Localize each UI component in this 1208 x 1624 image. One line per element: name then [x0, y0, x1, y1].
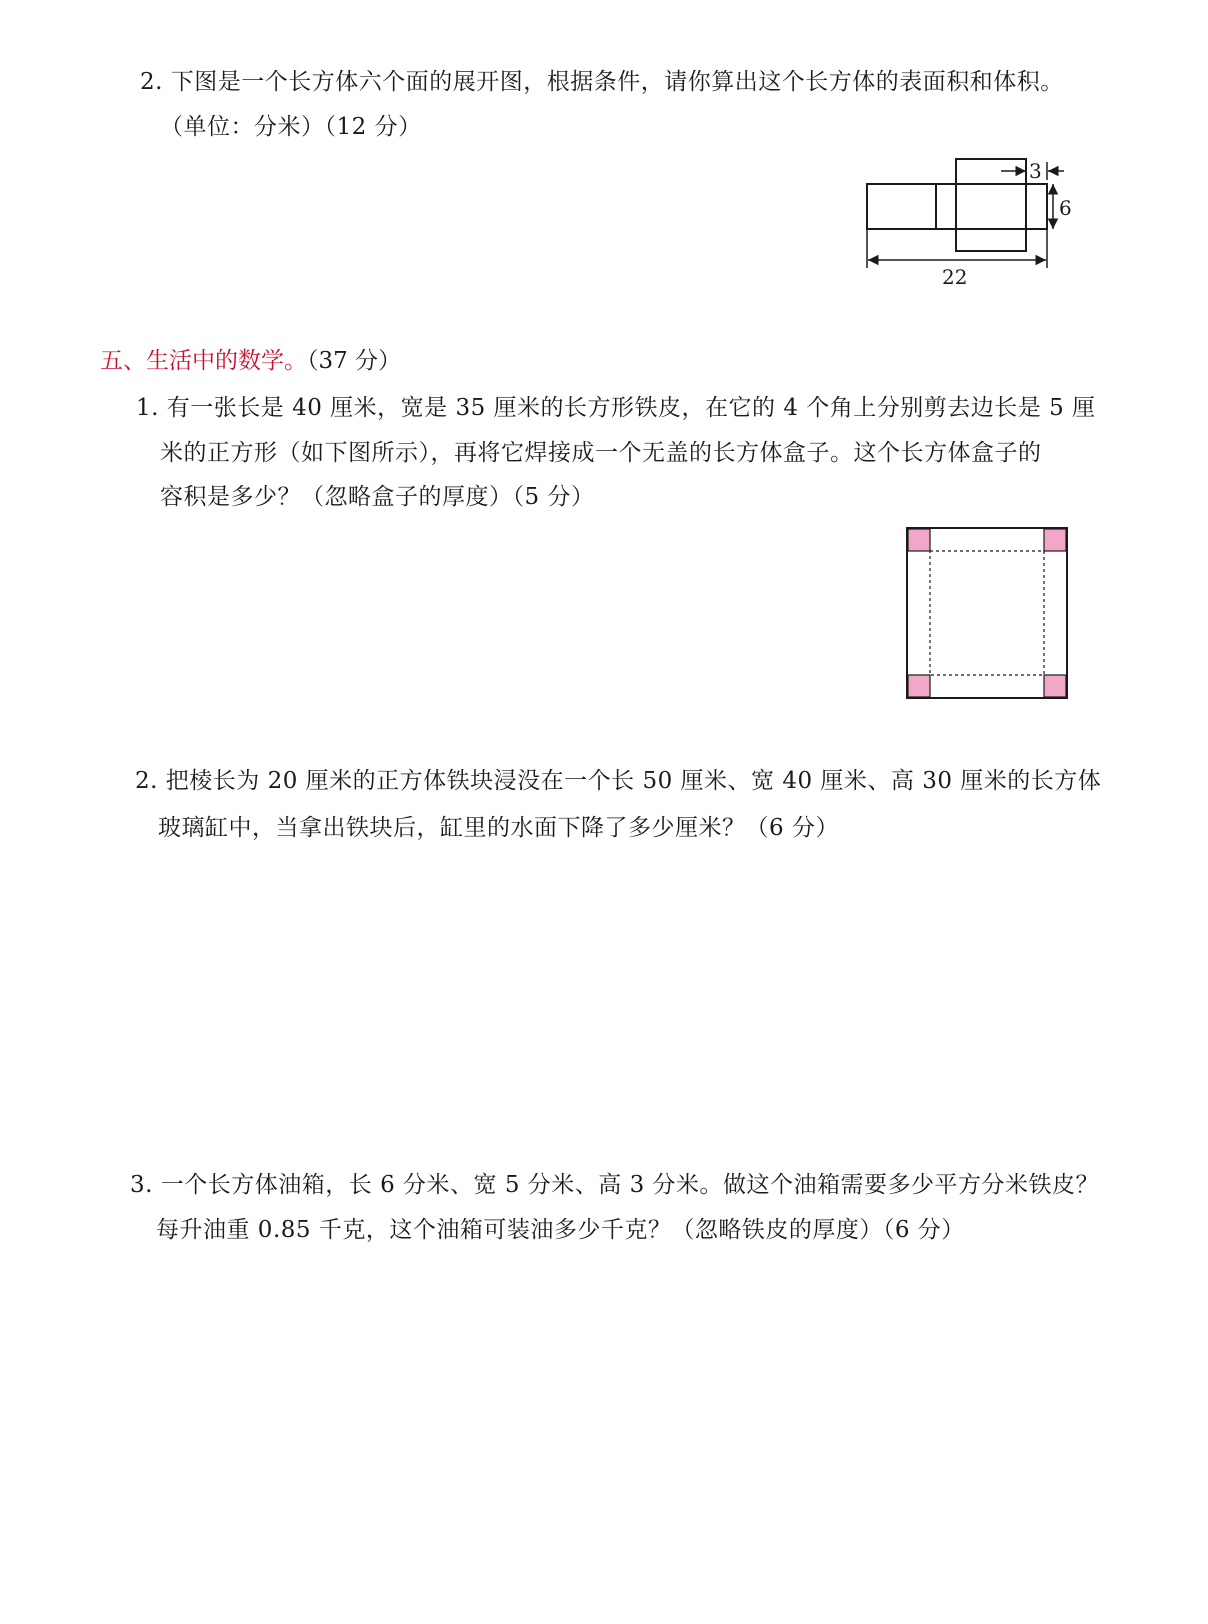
corner-square [908, 529, 930, 551]
corner-square [1044, 529, 1066, 551]
label-6: 6 [1059, 196, 1072, 220]
question-text: （单位：分米）（12 分） [160, 114, 422, 140]
section-title-score: （37 分） [307, 348, 402, 374]
question-text: 米的正方形（如下图所示），再将它焊接成一个无盖的长方体盒子。这个长方体盒子的 [160, 440, 1042, 466]
question-text: 每升油重 0.85 千克，这个油箱可装油多少千克？（忽略铁皮的厚度）（6 分） [156, 1217, 965, 1243]
cuboid-net-diagram [866, 156, 1076, 289]
sheet-outline [907, 528, 1067, 698]
label-22: 22 [942, 265, 968, 289]
question-text: 1. 有一张长是 40 厘米，宽是 35 厘米的长方形铁皮，在它的 4 个角上分别剪去边长是 5 厘 [136, 395, 1096, 421]
net-center-face [956, 159, 1026, 251]
corner-square [1044, 675, 1066, 697]
fold-line [930, 551, 1044, 675]
question-text: 玻璃缸中，当拿出铁块后，缸里的水面下降了多少厘米？（6 分） [158, 815, 839, 841]
question-text: 3. 一个长方体油箱，长 6 分米、宽 5 分米、高 3 分米。做这个油箱需要多少平方分米铁皮？ [130, 1172, 1100, 1198]
question-text: 2. 把棱长为 20 厘米的正方体铁块浸没在一个长 50 厘米、宽 40 厘米、高 30 厘米的长方体 [135, 768, 1102, 794]
section-title-main: 五、生活中的数学。 [100, 348, 307, 374]
question-text: 2. 下图是一个长方体六个面的展开图，根据条件，请你算出这个长方体的表面积和体积。 [140, 69, 1064, 95]
label-3: 3 [1029, 159, 1042, 183]
sheet-corner-cut-diagram [906, 527, 1070, 701]
question-text: 容积是多少？（忽略盒子的厚度）（5 分） [160, 484, 595, 510]
corner-square [908, 675, 930, 697]
section-title [100, 346, 401, 376]
